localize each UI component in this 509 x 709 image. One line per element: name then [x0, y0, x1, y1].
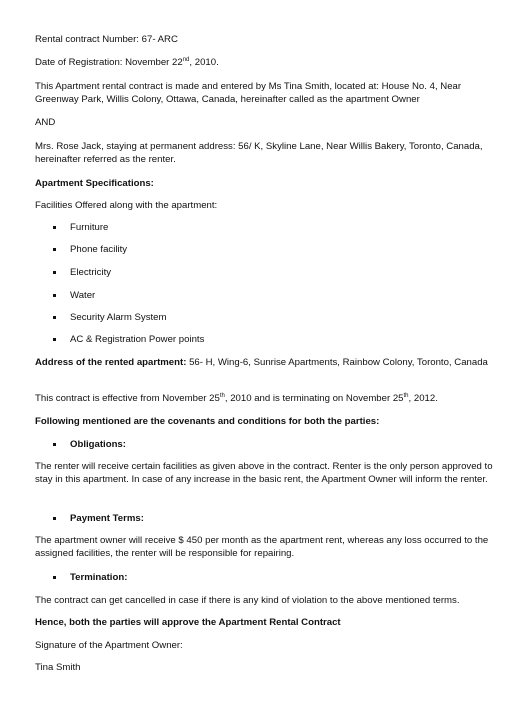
- list-item: [35, 334, 493, 348]
- contract-number: Rental contract Number: 67- ARC: [35, 34, 178, 45]
- list-item: [35, 244, 493, 258]
- termination-heading: Termination:: [70, 572, 128, 583]
- termination-heading-row: [35, 572, 493, 586]
- address-label: Address of the rented apartment:: [35, 357, 187, 368]
- facility-label: Security Alarm System: [70, 312, 167, 323]
- payment-terms-heading: Payment Terms:: [70, 513, 144, 524]
- specifications-heading: Apartment Specifications:: [35, 178, 154, 189]
- bullet-icon: [53, 517, 56, 520]
- bullet-icon: [53, 226, 56, 229]
- renter-paragraph: Mrs. Rose Jack, staying at permanent address: 56/ K, Skyline Lane, Near Willis Bakery, Toronto, Canada, hereinafter referred as the renter.: [35, 141, 483, 165]
- facility-label: AC & Registration Power points: [70, 334, 205, 345]
- list-item: [35, 312, 493, 326]
- address-value: 56- H, Wing-6, Sunrise Apartments, Rainbow Colony, Toronto, Canada: [186, 357, 488, 368]
- covenants-heading: Following mentioned are the covenants and conditions for both the parties:: [35, 416, 380, 427]
- bullet-icon: [53, 294, 56, 297]
- bullet-icon: [53, 316, 56, 319]
- bullet-icon: [53, 338, 56, 341]
- closing-statement: Hence, both the parties will approve the Apartment Rental Contract: [35, 617, 341, 628]
- facilities-intro: Facilities Offered along with the apartment:: [35, 200, 218, 211]
- payment-terms-text: The apartment owner will receive $ 450 per month as the apartment rent, whereas any loss occurred to the assigned facilities, the renter will be responsible for repairing.: [35, 535, 489, 559]
- apartment-address: [35, 357, 493, 370]
- bullet-icon: [53, 443, 56, 446]
- list-item: [35, 222, 493, 236]
- registration-date: Date of Registration: November 22nd, 2010.: [35, 56, 219, 68]
- obligations-text: The renter will receive certain facilities as given above in the contract. Renter is the only person approved to stay in this apartment. In case of any increase in the basic rent, the Apartment Owner will inform the renter.: [35, 461, 493, 485]
- signature-name: Tina Smith: [35, 662, 81, 673]
- facility-label: Electricity: [70, 267, 112, 278]
- intro-paragraph: This Apartment rental contract is made and entered by Ms Tina Smith, located at: House No. 4, Near Greenway Park, Willis Colony, Ottawa, Canada, hereinafter called as the apartment Owner: [35, 81, 462, 105]
- bullet-icon: [53, 271, 56, 274]
- payment-heading-row: [35, 513, 493, 527]
- termination-text: The contract can get cancelled in case if there is any kind of violation to the above mentioned terms.: [35, 595, 460, 606]
- bullet-icon: [53, 248, 56, 251]
- and-separator: AND: [35, 117, 56, 128]
- effective-dates: This contract is effective from November 25th, 2010 and is terminating on November 25th, 2012.: [35, 392, 438, 404]
- facility-label: Water: [70, 290, 96, 301]
- list-item: [35, 267, 493, 281]
- signature-label: Signature of the Apartment Owner:: [35, 640, 183, 651]
- obligations-heading-row: [35, 439, 493, 453]
- list-item: [35, 290, 493, 304]
- facility-label: Phone facility: [70, 244, 128, 255]
- bullet-icon: [53, 576, 56, 579]
- obligations-heading: Obligations:: [70, 439, 126, 450]
- facility-label: Furniture: [70, 222, 109, 233]
